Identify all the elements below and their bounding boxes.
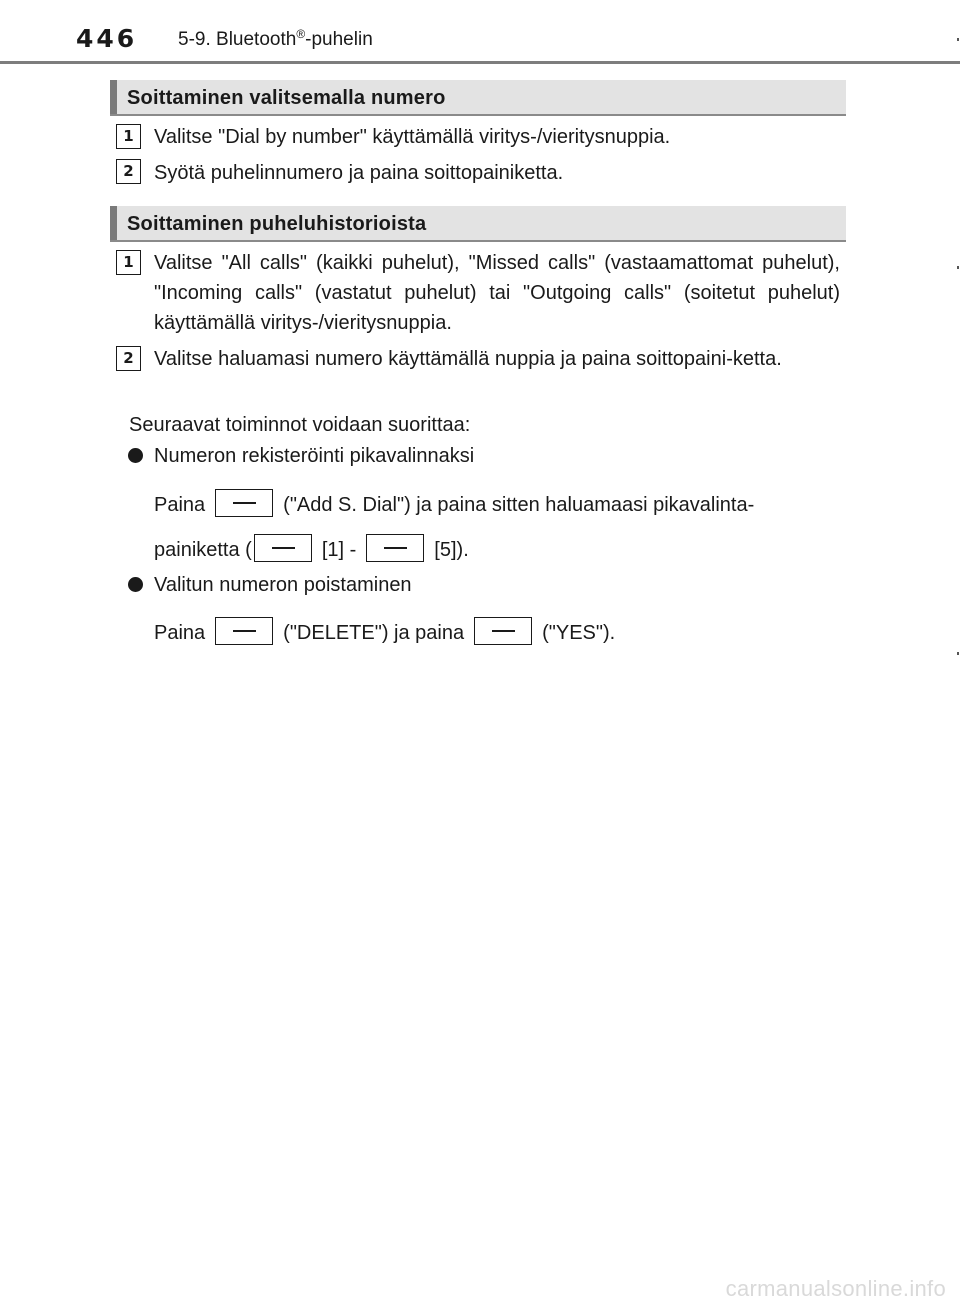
section-accent bbox=[110, 206, 117, 240]
page-number: 446 bbox=[76, 24, 138, 53]
instruction-text: [5]). bbox=[434, 539, 469, 561]
yes-button-icon bbox=[474, 617, 532, 645]
edge-tick bbox=[957, 652, 959, 655]
step-number-badge: 1 bbox=[116, 250, 141, 275]
step-number-badge: 2 bbox=[116, 159, 141, 184]
instruction-text: ("YES"). bbox=[542, 622, 616, 644]
speed-dial-instruction-line-1 bbox=[154, 490, 754, 520]
functions-intro: Seuraavat toiminnot voidaan suorittaa: bbox=[129, 414, 471, 436]
header-rule bbox=[0, 61, 960, 64]
step-number-badge: 1 bbox=[116, 124, 141, 149]
bullet-heading-speed-dial: Numeron rekisteröinti pikavalinnaksi bbox=[154, 445, 475, 467]
chapter-title bbox=[178, 29, 373, 51]
button-dash bbox=[233, 502, 256, 504]
button-dash bbox=[384, 547, 407, 549]
edge-tick bbox=[957, 266, 959, 269]
section-accent bbox=[110, 80, 117, 114]
delete-button-icon bbox=[215, 617, 273, 645]
bullet-heading-delete: Valitun numeron poistaminen bbox=[154, 574, 412, 596]
page-header bbox=[0, 0, 960, 66]
instruction-text: Paina bbox=[154, 494, 206, 516]
speed-dial-instruction-line-2 bbox=[154, 535, 469, 565]
registered-mark: ® bbox=[296, 27, 306, 41]
chapter-title-suffix: -puhelin bbox=[305, 29, 373, 50]
step-text: Valitse "All calls" (kaikki puhelut), "Missed calls" (vastaamattomat puhelut), "Incoming calls" (vastatut puhelut) tai "Outgoing calls" (soitetut puhelut) käyttämällä viritys-/vieritysnuppia. bbox=[154, 252, 840, 334]
bullet-dot bbox=[128, 577, 143, 592]
section-title: Soittaminen puheluhistorioista bbox=[127, 213, 427, 235]
section-heading-history bbox=[110, 206, 846, 242]
step-number-badge: 2 bbox=[116, 346, 141, 371]
delete-instruction-line bbox=[154, 618, 615, 648]
chapter-title-prefix: 5-9. Bluetooth bbox=[178, 29, 297, 50]
instruction-text: painiketta ( bbox=[154, 539, 252, 561]
button-dash bbox=[272, 547, 295, 549]
button-dash bbox=[492, 630, 515, 632]
step-text: Valitse "Dial by number" käyttämällä viritys-/vieritysnuppia. bbox=[154, 126, 671, 148]
section-heading-dial bbox=[110, 80, 846, 116]
add-speed-dial-button-icon bbox=[215, 489, 273, 517]
instruction-text: ("Add S. Dial") ja paina sitten haluamaasi pikavalinta- bbox=[283, 494, 755, 516]
speed-dial-5-button-icon bbox=[366, 534, 424, 562]
bullet-dot bbox=[128, 448, 143, 463]
speed-dial-1-button-icon bbox=[254, 534, 312, 562]
watermark: carmanualsonline.info bbox=[725, 1276, 946, 1301]
step-text: Valitse haluamasi numero käyttämällä nuppia ja paina soittopaini-ketta. bbox=[154, 348, 782, 370]
section-title: Soittaminen valitsemalla numero bbox=[127, 87, 446, 109]
instruction-text: [1] - bbox=[321, 539, 357, 561]
button-dash bbox=[233, 630, 256, 632]
edge-tick bbox=[957, 38, 959, 41]
step-text: Syötä puhelinnumero ja paina soittopainiketta. bbox=[154, 162, 564, 184]
instruction-text: Paina bbox=[154, 622, 206, 644]
instruction-text: ("DELETE") ja paina bbox=[283, 622, 465, 644]
